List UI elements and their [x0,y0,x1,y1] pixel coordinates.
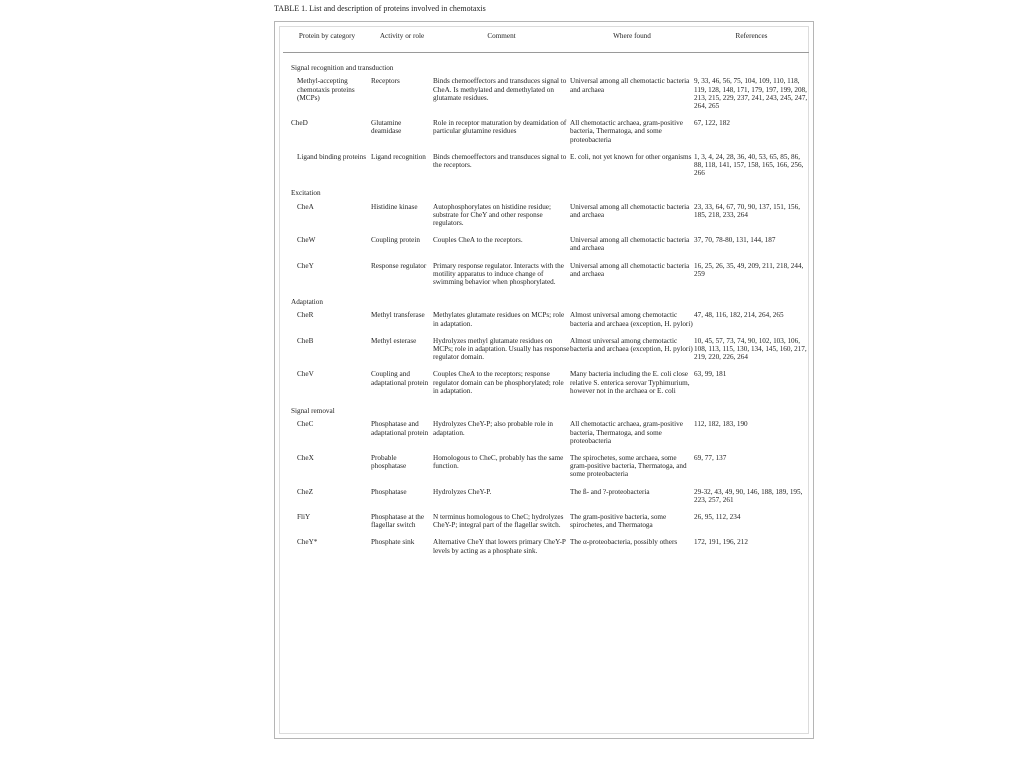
protein-name-cell: CheV [297,370,314,379]
table-caption: TABLE 1. List and description of proteins involved in chemotaxis [274,4,486,13]
activity-cell: Phosphatase and adaptational protein [371,420,429,437]
activity-cell: Coupling and adaptational protein [371,370,429,387]
protein-name-cell: CheY [297,261,314,270]
where-found-cell: Almost universal among chemotactic bacteria and archaea (exception, H. pylori) [570,336,693,354]
comment-cell: N terminus homologous to CheC; hydrolyzes CheY-P; integral part of the flagellar switch. [433,512,564,530]
references-cell: 63, 99, 181 [694,370,727,379]
comment-cell: Autophosphorylates on histidine residue; substrate for CheY and other response regulators. [433,202,551,228]
references-cell: 9, 33, 46, 56, 75, 104, 109, 110, 118, 119, 128, 148, 171, 179, 197, 199, 208, 213, 215, 229, 237, 241, 243, 245, 247, 264, 265 [694,77,808,111]
protein-name-cell: CheX [297,453,314,462]
protein-name-cell: CheY* [297,538,318,547]
table-row [283,337,809,371]
table-row [283,262,809,296]
category-row [283,186,809,202]
where-found-cell: Many bacteria including the E. coli close relative S. enterica serovar Typhimurium, however not in the archaea or E. coli [570,370,690,395]
where-found-cell: E. coli, not yet known for other organisms [570,152,692,161]
table-row [283,203,809,237]
comment-cell: Alternative CheY that lowers primary CheY-P levels by acting as a phosphate sink. [433,538,566,555]
activity-cell: Response regulator [371,261,427,270]
references-cell: 10, 45, 57, 73, 74, 90, 102, 103, 106, 108, 113, 115, 130, 134, 145, 160, 217, 219, 220, 226, 264 [694,336,807,362]
proteins-table [283,26,809,564]
references-cell: 67, 122, 182 [694,119,730,128]
references-cell: 23, 33, 64, 67, 70, 90, 137, 151, 156, 185, 218, 233, 264 [694,202,801,219]
category-row [283,404,809,420]
table-row [283,119,809,153]
category-row [283,295,809,311]
activity-cell: Coupling protein [371,236,420,245]
table-row [283,370,809,404]
table-row [283,488,809,513]
references-cell: 1, 3, 4, 24, 28, 36, 40, 53, 65, 85, 86, 88, 118, 141, 157, 158, 165, 166, 256, 266 [694,152,804,178]
comment-cell: Primary response regulator. Interacts with the motility apparatus to induce change of swimming behavior when phosphorylated. [433,261,564,287]
activity-cell: Phosphatase [371,487,407,496]
activity-cell: Ligand recognition [371,152,426,161]
references-cell: 172, 191, 196, 212 [694,538,748,547]
comment-cell: Role in receptor maturation by deamidation of particular glutamine residues [433,119,567,136]
comment-cell: Hydrolyzes methyl glutamate residues on MCPs; role in adaptation. Usually has response regulator domain. [433,336,570,362]
comment-cell: Homologous to CheC, probably has the same function. [433,453,564,471]
activity-cell: Phosphatase at the flagellar switch [371,512,425,530]
references-cell: 16, 25, 26, 35, 49, 209, 211, 218, 244, 259 [694,261,804,278]
references-cell: 69, 77, 137 [694,453,727,462]
table-row [283,538,809,563]
table-row [283,454,809,488]
activity-cell: Methyl esterase [371,336,417,345]
comment-cell: Binds chemoeffectors and transduces signal to CheA. Is methylated and demethylated on glutamate residues. [433,77,567,102]
comment-cell: Couples CheA to the receptors; response regulator domain can be phosphorylated; role in adaptation. [433,370,564,395]
references-cell: 26, 95, 112, 234 [694,512,741,521]
where-found-cell: The α-proteobacteria, possibly others [570,538,678,547]
where-found-cell: The spirochetes, some archaea, some gram-positive bacteria, Thermatoga, and some proteobacteria [570,453,687,479]
comment-cell: Couples CheA to the receptors. [433,236,523,245]
references-cell: 37, 70, 78-80, 131, 144, 187 [694,236,776,245]
comment-cell: Hydrolyzes CheY-P; also probable role in adaptation. [433,420,553,437]
category-label: Adaptation [291,298,323,307]
category-label: Signal recognition and transduction [291,64,394,73]
where-found-cell: All chemotactic archaea, gram-positive bacteria, Thermatoga, and some proteobacteria [570,119,683,144]
protein-name-cell: CheZ [297,487,313,496]
column-header: References [735,32,768,40]
table-row [283,153,809,187]
table-row [283,311,809,336]
comment-cell: Hydrolyzes CheY-P. [433,487,492,496]
column-header: Where found [613,32,651,40]
comment-cell: Methylates glutamate residues on MCPs; role in adaptation. [433,311,565,328]
references-cell: 29-32, 43, 49, 90, 146, 188, 189, 195, 223, 257, 261 [694,487,803,504]
table-row [283,420,809,454]
header-row [283,26,809,53]
comment-cell: Binds chemoeffectors and transduces signal to the receptors. [433,152,567,170]
table-frame [274,21,814,739]
header-rule [283,53,809,62]
activity-cell: Probable phosphatase [371,453,407,471]
activity-cell: Histidine kinase [371,202,418,211]
protein-name-cell: CheD [291,119,308,128]
column-header: Protein by category [298,32,356,40]
protein-name-cell: CheC [297,420,314,429]
protein-name-cell: Ligand binding proteins [297,152,367,161]
activity-cell: Receptors [371,77,400,86]
category-label: Excitation [291,189,321,198]
protein-name-cell: CheR [297,311,314,320]
column-header: Activity or role [379,32,425,40]
activity-cell: Phosphate sink [371,538,415,547]
protein-name-cell: CheA [297,202,314,211]
protein-name-cell: Methyl-accepting chemotaxis proteins (MCPs) [297,77,355,102]
activity-cell: Glutamine deamidase [371,119,402,136]
table-row [283,236,809,261]
where-found-cell: Almost universal among chemotactic bacteria and archaea (exception, H. pylori) [570,311,693,328]
where-found-cell: All chemotactic archaea, gram-positive bacteria, Thermatoga, and some proteobacteria [570,420,683,445]
references-cell: 112, 182, 183, 190 [694,420,748,429]
where-found-cell: Universal among all chemotactic bacteria and archaea [570,261,690,278]
category-label: Signal removal [291,407,335,416]
where-found-cell: Universal among all chemotactic bacteria and archaea [570,77,690,94]
where-found-cell: The gram-positive bacteria, some spirochetes, and Thermatoga [570,512,667,530]
category-row [283,61,809,77]
protein-name-cell: CheB [297,336,314,345]
table-body [283,53,809,564]
table-row [283,77,809,119]
column-header: Comment [487,32,516,40]
where-found-cell: The ß- and ?-proteobacteria [570,487,650,496]
where-found-cell: Universal among all chemotactic bacteria and archaea [570,236,690,253]
protein-name-cell: FliY [297,512,311,521]
where-found-cell: Universal among all chemotactic bacteria and archaea [570,202,690,219]
activity-cell: Methyl transferase [371,311,425,320]
protein-name-cell: CheW [297,236,316,245]
references-cell: 47, 48, 116, 182, 214, 264, 265 [694,311,784,320]
table-row [283,513,809,538]
